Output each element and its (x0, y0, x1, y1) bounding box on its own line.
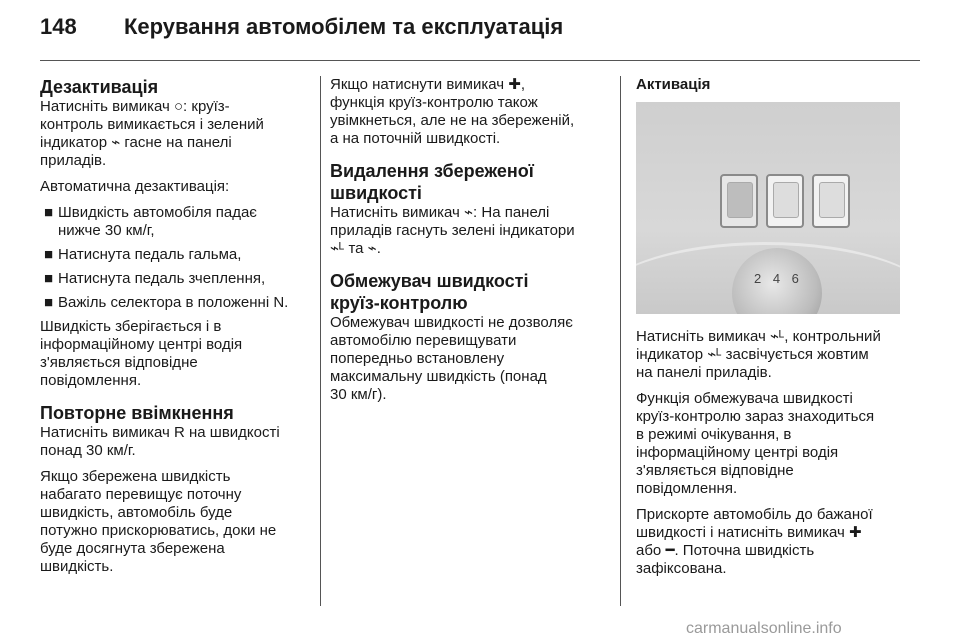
blank-switch (766, 174, 804, 228)
column-3 (636, 76, 920, 586)
plus-switch-text: Якщо натиснути вимикач ✚, функція круїз-контролю також увімкнеться, але не на збереженій, а на поточній швидкості. (330, 76, 575, 147)
delete-speed-text: Натисніть вимикач ⌁: На панелі приладів гаснуть зелені індикатори ⌁ᴸ та ⌁. (330, 204, 575, 257)
auto-deactivation-label: Автоматична дезактивація: (40, 178, 230, 195)
blank-switch (812, 174, 850, 228)
section-title-speed-limiter: Обмежувач швидкості круїз-контролю (330, 271, 529, 313)
reactivation-text: Натисніть вимикач R на швидкості понад 30 км/г. (40, 424, 280, 459)
list-item: ■ Важіль селектора в положенні N. (44, 294, 289, 311)
gear-pattern-label: 2 4 6 (754, 271, 803, 286)
accelerate-text: Прискорте автомобіль до бажаної швидкості і натисніть вимикач ✚ або ━. Поточна швидкість зафіксована. (636, 506, 873, 577)
excess-speed-text: Якщо збережена швидкість набагато перевищує поточну швидкість, автомобіль буде потужно прискорюватись, доки не буде досягнута збережена швидкість. (40, 468, 277, 575)
speed-limiter-text: Обмежувач швидкості не дозволяє автомобілю перевищувати попередньо встановлену максимальну швидкість (понад 30 км/г). (330, 314, 573, 403)
dashboard-switch-photo (636, 102, 900, 314)
section-title-deactivation: Дезактивація (40, 77, 159, 97)
standby-text: Функція обмежувача швидкості круїз-контролю зараз знаходиться в режимі очікування, в інформаційному центрі водія з'являється відповідне повідомлення. (636, 390, 875, 497)
list-item: ■ Швидкість автомобіля падає нижче 30 км/г, (44, 204, 257, 239)
page-title: Керування автомобілем та експлуатація (124, 14, 564, 39)
column-1 (40, 76, 310, 584)
column-2 (330, 76, 610, 412)
header-divider (40, 60, 920, 61)
list-item: ■ Натиснута педаль зчеплення, (44, 270, 266, 287)
list-item: ■ Натиснута педаль гальма, (44, 246, 242, 263)
section-title-activation: Активація (636, 76, 711, 93)
auto-deactivation-list (40, 204, 310, 312)
memory-text: Швидкість зберігається і в інформаційному центрі водія з'являється відповідне повідомлення. (40, 318, 243, 389)
deactivation-text: Натисніть вимикач ○: круїз- контроль вимикається і зелений індикатор ⌁ гасне на панелі приладів. (40, 98, 264, 169)
column-divider-2 (620, 76, 621, 606)
activation-press-text: Натисніть вимикач ⌁ᴸ, контрольний індикатор ⌁ᴸ засвічується жовтим на панелі приладів. (636, 328, 881, 381)
column-divider-1 (320, 76, 321, 606)
speed-limiter-switch (720, 174, 758, 228)
page-number: 148 (40, 14, 77, 39)
watermark: carmanualsonline.info (686, 620, 842, 637)
section-title-delete-speed: Видалення збереженої швидкості (330, 161, 534, 203)
page-header (40, 10, 920, 50)
section-title-reactivation: Повторне ввімкнення (40, 403, 234, 423)
